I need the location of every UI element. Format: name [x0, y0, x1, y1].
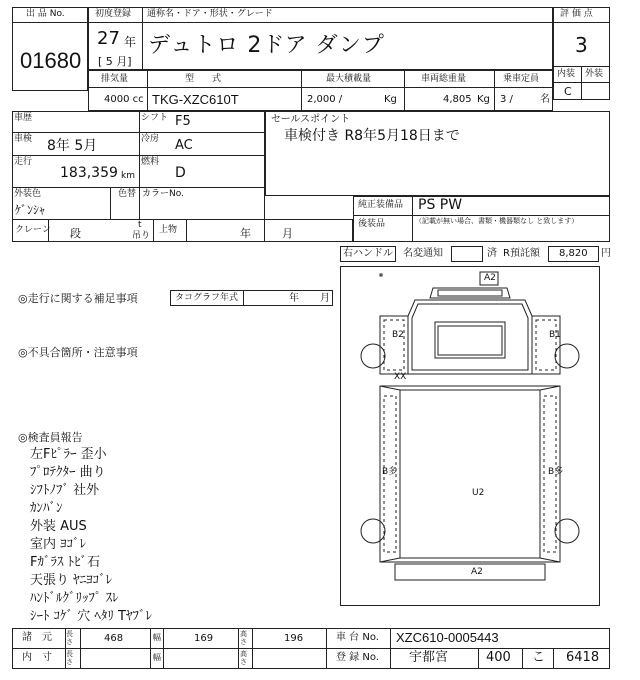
mileage-unit: km: [121, 171, 135, 181]
inspector-item: ｶﾝﾊﾞﾝ: [30, 501, 63, 516]
tacho-month: 月: [320, 293, 330, 304]
driving-remarks-label: ◎走行に関する補足事項: [18, 292, 138, 305]
crane-lift: 吊り: [132, 231, 151, 241]
name-change-box: [451, 246, 483, 262]
first-reg-month: [ 5 月]: [98, 55, 132, 68]
damage-mark: A2: [471, 567, 483, 577]
crane-row: [12, 219, 353, 242]
recycle-label: R預託額: [503, 248, 540, 259]
registration-kana: こ: [532, 650, 546, 665]
displacement: 4000 cc: [104, 94, 144, 105]
exterior-label: 外装: [585, 69, 604, 79]
inspection-value: 8年 5月: [47, 138, 98, 154]
name-change-label: 名変通知: [403, 248, 443, 259]
aftermarket-label: 後装品: [358, 219, 386, 229]
inner-width-label: 幅: [153, 653, 161, 662]
shift-label: シフト: [141, 113, 169, 123]
interior-label: 内装: [557, 69, 576, 79]
capacity-label: 乗車定員: [503, 74, 540, 84]
damage-mark: B2: [392, 330, 404, 340]
tacho-year: 年: [289, 293, 299, 304]
displacement-label: 排気量: [101, 74, 129, 84]
height-value: 196: [284, 633, 304, 644]
lot-number: 01680: [20, 48, 82, 73]
width-label: 幅: [153, 633, 161, 642]
sales-point-text: 車検付き R8年5月18日まで: [284, 128, 460, 144]
shift-value: F5: [175, 114, 191, 129]
width-value: 169: [194, 633, 214, 644]
damage-mark: XX: [394, 372, 407, 382]
inspector-item: ﾌﾟﾛﾃｸﾀｰ 曲り: [30, 465, 106, 480]
equipment-value: PS PW: [418, 197, 463, 213]
gross-weight-label: 車両総重量: [421, 74, 467, 84]
damage-mark: A2: [484, 273, 496, 283]
inspector-item: 左Fﾋﾟﾗｰ 歪小: [30, 447, 107, 462]
max-load-unit: Kg: [384, 94, 397, 105]
registration-class: 400: [486, 650, 511, 665]
length-label: 長さ: [66, 630, 73, 646]
interior-score: C: [564, 85, 572, 98]
dimensions-label: 諸 元: [22, 632, 52, 643]
year-unit: 年: [124, 35, 137, 49]
lot-number-label: 出 品 No.: [26, 9, 65, 19]
mileage-label: 走行: [14, 157, 33, 167]
car-name-label: 通称名・ドア・形状・グレード: [147, 9, 273, 19]
first-reg-year: 27: [97, 28, 120, 49]
crane-ton: t: [138, 220, 142, 230]
damage-mark: U2: [472, 488, 485, 498]
aftermarket-note: （記載が無い場合、書類・機器類なし と致します）: [415, 217, 579, 225]
capacity-unit: 名: [540, 94, 550, 105]
recycle-value: 8,820: [559, 248, 588, 259]
chassis-label: 車 台 No.: [336, 632, 379, 643]
history-label: 車歴: [14, 113, 33, 123]
upper-body-month: 月: [282, 227, 293, 240]
car-name: デュトロ 2ドア ダンプ: [148, 33, 385, 58]
aircon-label: 冷房: [141, 134, 160, 144]
upper-body-year: 年: [240, 227, 251, 240]
inspector-item: ｼｰﾄ ｺｹﾞ 穴 ﾍﾀﾘ Tﾔﾌﾞﾚ: [30, 609, 152, 624]
gross-weight: 4,805: [443, 94, 472, 105]
inner-height-label: 高さ: [240, 650, 247, 666]
equipment-label: 純正装備品: [358, 200, 404, 210]
inspector-report-label: ◎検査員報告: [18, 431, 83, 444]
color-label: 外装色: [14, 189, 42, 199]
inspector-item: Fｶﾞﾗｽ ﾄﾋﾞ石: [30, 555, 101, 570]
inner-length-label: 長さ: [66, 650, 73, 666]
color-value: ｹﾞﾝｼｬ: [15, 203, 46, 217]
recycle-unit: 円: [601, 248, 611, 259]
length-value: 468: [104, 633, 124, 644]
tacho-label: タコグラフ年式: [175, 293, 239, 303]
registration-area: 宇都宮: [409, 650, 449, 665]
defect-label: ◎不具合箇所・注意事項: [18, 346, 138, 359]
inspector-item: ﾊﾝﾄﾞﾙｸﾞﾘｯﾌﾟ ｽﾚ: [30, 591, 119, 606]
inspector-item: 室内 ﾖｺﾞﾚ: [30, 537, 87, 552]
damage-mark: B1: [549, 330, 561, 340]
evaluation-score: 3: [575, 33, 588, 57]
mileage-value: 183,359: [60, 165, 118, 181]
inspection-label: 車検: [14, 134, 33, 144]
max-load: 2,000 /: [307, 94, 343, 105]
inspector-item: 天張り ﾔﾆﾖｺﾞﾚ: [30, 573, 113, 588]
chassis-number: XZC610-0005443: [396, 630, 499, 645]
crane-stage: 段: [70, 227, 81, 240]
damage-mark: B多: [548, 467, 564, 477]
capacity: 3 /: [500, 94, 513, 105]
recycle-mark: 済: [487, 248, 497, 259]
height-label: 高さ: [240, 630, 247, 646]
inner-dims-label: 内 寸: [22, 652, 52, 663]
gross-weight-unit: Kg: [477, 94, 490, 105]
crane-label: クレーン: [15, 225, 51, 235]
color-change-label: 色替: [118, 189, 137, 199]
fuel-value: D: [175, 165, 186, 181]
model-code: TKG-XZC610T: [152, 92, 239, 107]
model-label: 型 式: [185, 74, 222, 84]
damage-mark: B多: [382, 467, 398, 477]
color-code-label: カラーNo.: [142, 189, 184, 199]
first-reg-label: 初度登録: [95, 9, 132, 19]
registration-number: 6418: [566, 650, 600, 665]
sales-point-label: セールスポイント: [271, 114, 351, 125]
fuel-label: 燃料: [141, 157, 160, 167]
inspector-item: ｼﾌﾄﾉﾌﾞ 社外: [30, 483, 100, 498]
registration-label: 登 録 No.: [336, 652, 379, 663]
upper-body-label: 上物: [159, 225, 178, 235]
load-label: 最大積載量: [326, 74, 372, 84]
truck-outline: [340, 266, 600, 606]
rhd-label: 右ハンドル: [343, 248, 393, 259]
aircon-value: AC: [175, 138, 193, 153]
inspector-item: 外装 AUS: [30, 519, 87, 534]
evaluation-label: 評 価 点: [560, 9, 593, 19]
